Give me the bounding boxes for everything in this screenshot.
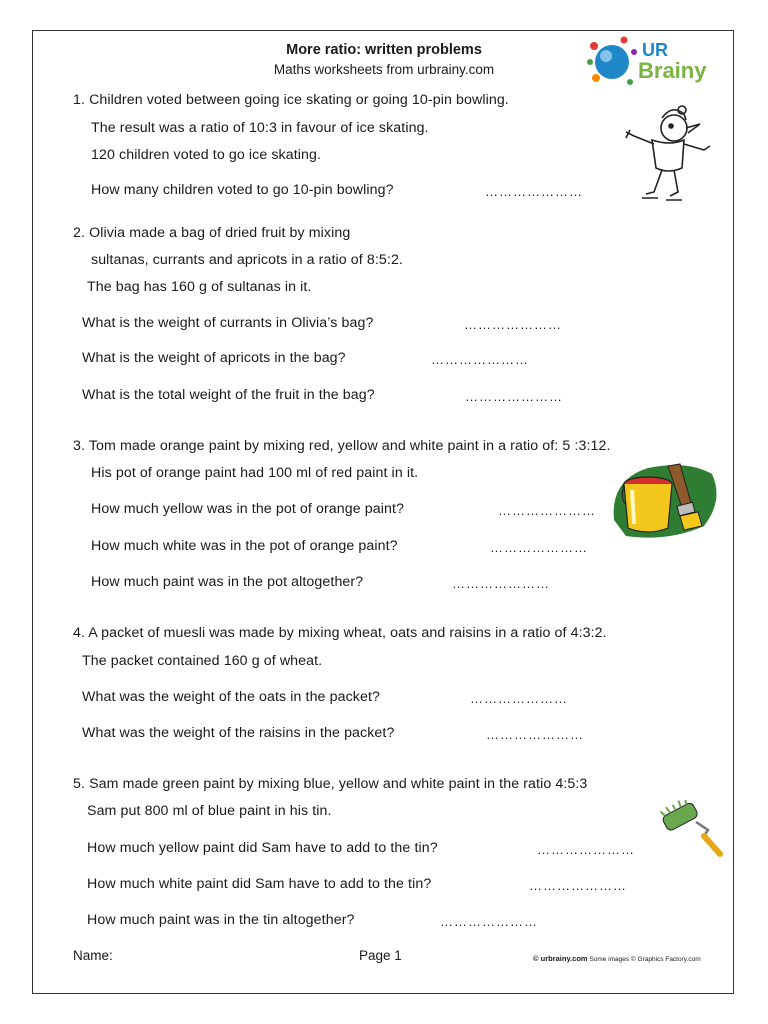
q5-question-2: How much white paint did Sam have to add to the tin? (87, 876, 432, 892)
q2-answer-blank-3[interactable]: ………………… (465, 389, 563, 404)
q4-question-1: What was the weight of the oats in the packet? (82, 689, 380, 705)
q2-answer-blank-2[interactable]: ………………… (431, 352, 529, 367)
q2-question-1: What is the weight of currants in Olivia’s bag? (82, 315, 374, 331)
ice-skater-image (612, 100, 722, 212)
q5-line2: Sam put 800 ml of blue paint in his tin. (87, 803, 332, 819)
q3-answer-blank-3[interactable]: ………………… (452, 576, 550, 591)
q3-line2: His pot of orange paint had 100 ml of red paint in it. (91, 465, 419, 481)
worksheet-subtitle: Maths worksheets from urbrainy.com (273, 62, 495, 77)
q5-answer-blank-2[interactable]: ………………… (529, 878, 627, 893)
paint-roller-image (660, 800, 726, 860)
svg-text:Brainy: Brainy (638, 58, 707, 83)
q3-question-3: How much paint was in the pot altogether? (91, 574, 364, 590)
q4-answer-blank-2[interactable]: ………………… (486, 727, 584, 742)
q5-answer-blank-1[interactable]: ………………… (537, 842, 635, 857)
q1-line2: The result was a ratio of 10:3 in favour of ice skating. (91, 120, 429, 136)
q2-answer-blank-1[interactable]: ………………… (464, 317, 562, 332)
q1-question: How many children voted to go 10-pin bowling? (91, 182, 394, 198)
q5-question-3: How much paint was in the tin altogether? (87, 912, 355, 928)
q3-answer-blank-2[interactable]: ………………… (490, 540, 588, 555)
paint-pot-image (608, 460, 724, 542)
q4-question-2: What was the weight of the raisins in the packet? (82, 725, 395, 741)
q3-question-2: How much white was in the pot of orange paint? (91, 538, 398, 554)
q4-answer-blank-1[interactable]: ………………… (470, 691, 568, 706)
worksheet-title: More ratio: written problems (286, 42, 482, 58)
copyright-notice (533, 954, 701, 963)
q4-line1: 4. A packet of muesli was made by mixing wheat, oats and raisins in a ratio of 4:3:2. (73, 625, 607, 641)
page-number: Page 1 (359, 948, 402, 963)
q5-answer-blank-3[interactable]: ………………… (440, 914, 538, 929)
q3-answer-blank-1[interactable]: ………………… (498, 503, 596, 518)
copyright-brand: © urbrainy.com (533, 954, 588, 963)
copyright-note: Some images © Graphics Factory.com (589, 956, 701, 963)
name-label: Name: (73, 948, 113, 963)
q4-line2: The packet contained 160 g of wheat. (82, 653, 323, 669)
q5-line1: 5. Sam made green paint by mixing blue, yellow and white paint in the ratio 4:5:3 (73, 776, 588, 792)
q2-question-3: What is the total weight of the fruit in the bag? (82, 387, 375, 403)
q2-question-2: What is the weight of apricots in the bag? (82, 350, 346, 366)
q2-line2: sultanas, currants and apricots in a ratio of 8:5:2. (91, 252, 403, 268)
q1-line1: 1. Children voted between going ice skating or going 10-pin bowling. (73, 92, 509, 108)
q1-line3: 120 children voted to go ice skating. (91, 147, 322, 163)
q1-answer-blank[interactable]: ………………… (485, 184, 583, 199)
q3-question-1: How much yellow was in the pot of orange paint? (91, 501, 405, 517)
q3-line1: 3. Tom made orange paint by mixing red, yellow and white paint in a ratio of: 5 :3:12. (73, 438, 611, 454)
svg-text:UR: UR (642, 40, 668, 60)
q5-question-1: How much yellow paint did Sam have to add to the tin? (87, 840, 438, 856)
q2-line1: 2. Olivia made a bag of dried fruit by mixing (73, 225, 351, 241)
q2-line3: The bag has 160 g of sultanas in it. (87, 279, 312, 295)
